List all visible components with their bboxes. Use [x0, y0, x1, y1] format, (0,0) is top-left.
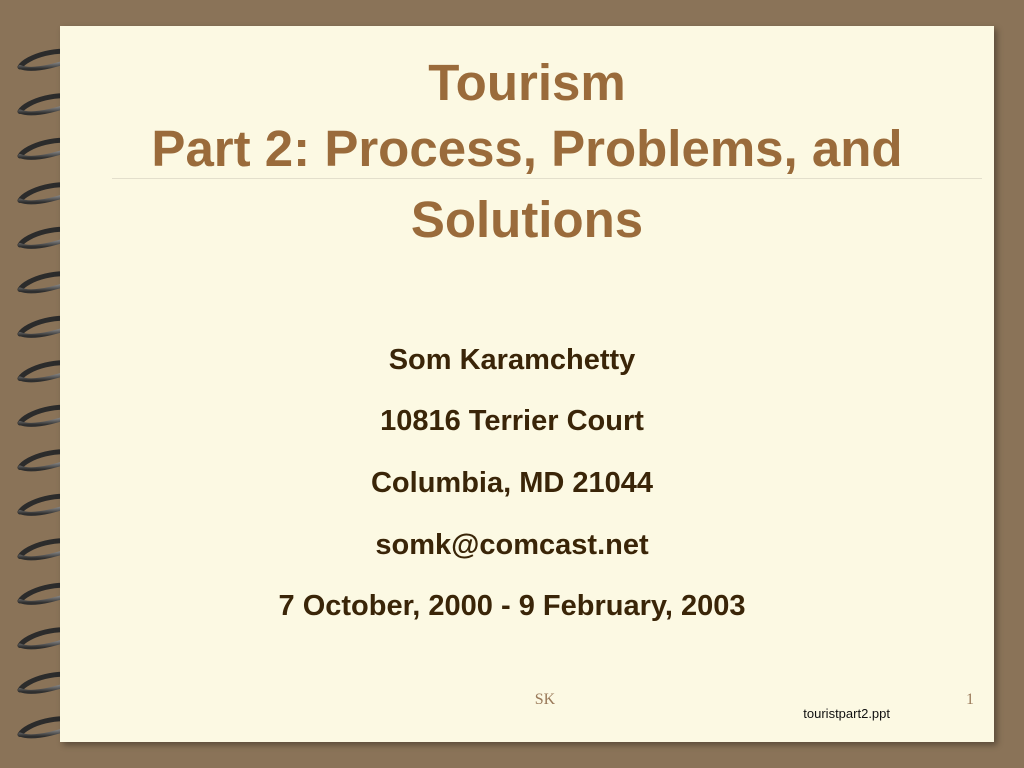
footer-initials: SK: [534, 691, 556, 708]
slide-page: [60, 26, 994, 742]
slide-title-line-3: Solutions: [410, 191, 644, 248]
address-street: 10816 Terrier Court: [380, 405, 644, 437]
slide-title-line-2: Part 2: Process, Problems, and: [151, 120, 903, 177]
author-email: somk@comcast.net: [375, 529, 649, 561]
date-range: 7 October, 2000 - 9 February, 2003: [278, 590, 746, 622]
address-city: Columbia, MD 21044: [370, 467, 654, 499]
slide-number: 1: [966, 691, 974, 708]
author-name: Som Karamchetty: [388, 344, 636, 376]
footer-filename: touristpart2.ppt: [803, 706, 890, 721]
slide-title-line-1: Tourism: [428, 54, 626, 111]
